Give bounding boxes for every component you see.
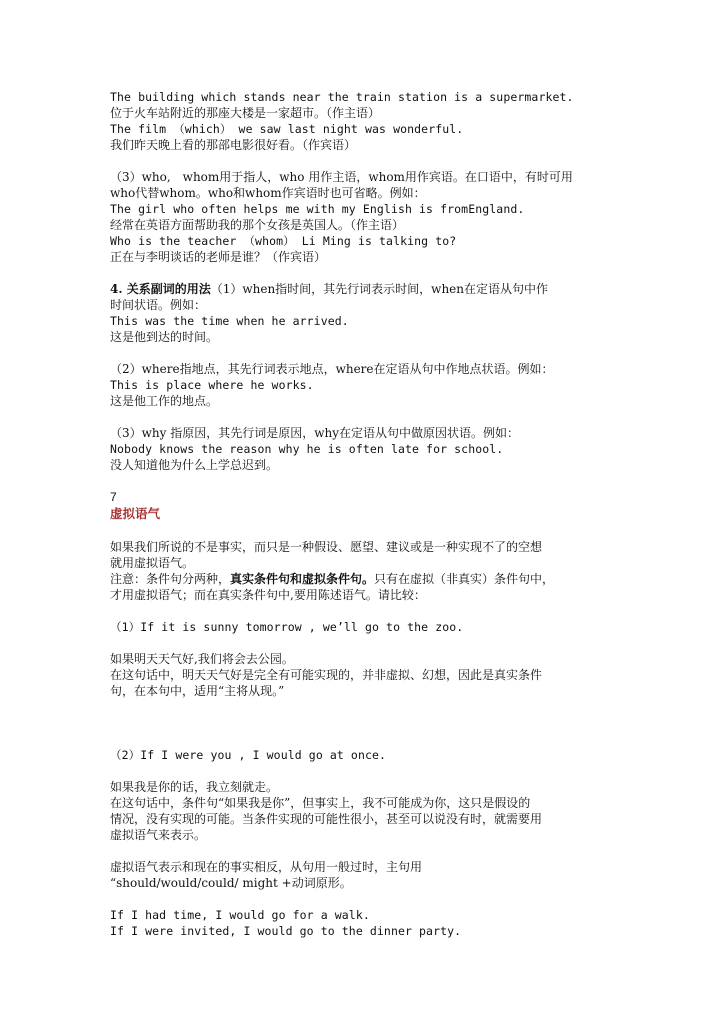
spacer (110, 603, 630, 619)
spacer (110, 891, 630, 907)
spacer (110, 265, 630, 281)
translation: 我们昨天晚上看的那部电影很好看。（作宾语） (110, 138, 357, 152)
rule-text: （1）when指时间，其先行词表示时间，when在定语从句中作 (210, 282, 549, 296)
translation: 这是他工作的地点。 (110, 394, 219, 408)
example-sentence: The girl who often helps me with my English is fromEngland. (110, 202, 525, 216)
rule-paragraph (110, 281, 630, 297)
spacer (110, 731, 630, 747)
body-paragraph: 在这句话中，明天天气好是完全有可能实现的，并非虚拟、幻想，因此是真实条件 (110, 668, 543, 682)
translation: 没人知道他为什么上学总迟到。 (110, 458, 279, 472)
translation: 如果我是你的话，我立刻就走。 (110, 780, 279, 794)
spacer (110, 763, 630, 779)
translation: 位于火车站附近的那座大楼是一家超市。（作主语） (110, 106, 381, 120)
note-text: 注意：条件句分两种， (110, 572, 231, 586)
body-paragraph: 才用虚拟语气；而在真实条件句中,要用陈述语气。请比较： (110, 588, 426, 602)
document-page (110, 89, 630, 939)
rule-paragraph: who代替whom。who和whom作宾语时也可省略。例如： (110, 186, 426, 200)
section-number: 7 (110, 490, 117, 504)
rule-paragraph: （2）where指地点，其先行词表示地点，where在定语从句中作地点状语。例如： (110, 362, 554, 376)
spacer (110, 153, 630, 169)
translation: 正在与李明谈话的老师是谁？（作宾语） (110, 250, 327, 264)
body-paragraph: 虚拟语气来表示。 (110, 828, 207, 842)
body-paragraph: 句，在本句中，适用“主将从现。” (110, 684, 285, 698)
body-paragraph: 就用虚拟语气。 (110, 556, 195, 570)
example-sentence: （1）If it is sunny tomorrow , we’ll go to the zoo. (110, 620, 464, 634)
example-sentence: This was the time when he arrived. (110, 314, 349, 328)
body-paragraph: 情况，没有实现的可能。当条件实现的可能性很小，甚至可以说没有时，就需要用 (110, 812, 543, 826)
body-paragraph: 虚拟语气表示和现在的事实相反，从句用一般过时，主句用 (110, 860, 423, 874)
rule-paragraph: 时间状语。例如： (110, 298, 207, 312)
spacer (110, 843, 630, 859)
example-sentence: This is place where he works. (110, 378, 314, 392)
translation: 这是他到达的时间。 (110, 330, 219, 344)
note-text: 只有在虚拟（非真实）条件句中， (374, 572, 555, 586)
spacer (110, 699, 630, 731)
spacer (110, 635, 630, 651)
emphasis-text: 真实条件句和虚拟条件句。 (230, 572, 375, 586)
section-title: 虚拟语气 (110, 506, 161, 521)
rule-paragraph: （3）why 指原因，其先行词是原因，why在定语从句中做原因状语。例如： (110, 426, 520, 440)
example-sentence: If I were invited, I would go to the dinner party. (110, 924, 462, 938)
spacer (110, 409, 630, 425)
example-sentence: Who is the teacher （whom） Li Ming is talking to? (110, 234, 457, 248)
body-paragraph: “should/would/could/ might +动词原形。 (110, 876, 352, 890)
spacer (110, 345, 630, 361)
example-sentence: （2）If I were you , I would go at once. (110, 748, 387, 762)
translation: 经常在英语方面帮助我的那个女孩是英国人。（作主语） (110, 218, 405, 232)
body-paragraph: 在这句话中，条件句“如果我是你”，但事实上，我不可能成为你，这只是假设的 (110, 796, 531, 810)
rule-paragraph: （3）who, whom用于指人，who 用作主语，whom用作宾语。在口语中，有时可用 (110, 170, 573, 184)
body-paragraph: 如果我们所说的不是事实，而只是一种假设、愿望、建议或是一种实现不了的空想 (110, 540, 543, 554)
spacer (110, 473, 630, 489)
example-sentence: The film （which） we saw last night was wonderful. (110, 122, 464, 136)
subsection-heading: 4. 关系副词的用法 (110, 282, 211, 296)
body-paragraph (110, 571, 630, 587)
translation: 如果明天天气好,我们将会去公园。 (110, 652, 294, 666)
spacer (110, 523, 630, 539)
example-sentence: Nobody knows the reason why he is often late for school. (110, 442, 504, 456)
example-sentence: If I had time, I would go for a walk. (110, 908, 370, 922)
example-sentence: The building which stands near the train station is a supermarket. (110, 90, 574, 104)
